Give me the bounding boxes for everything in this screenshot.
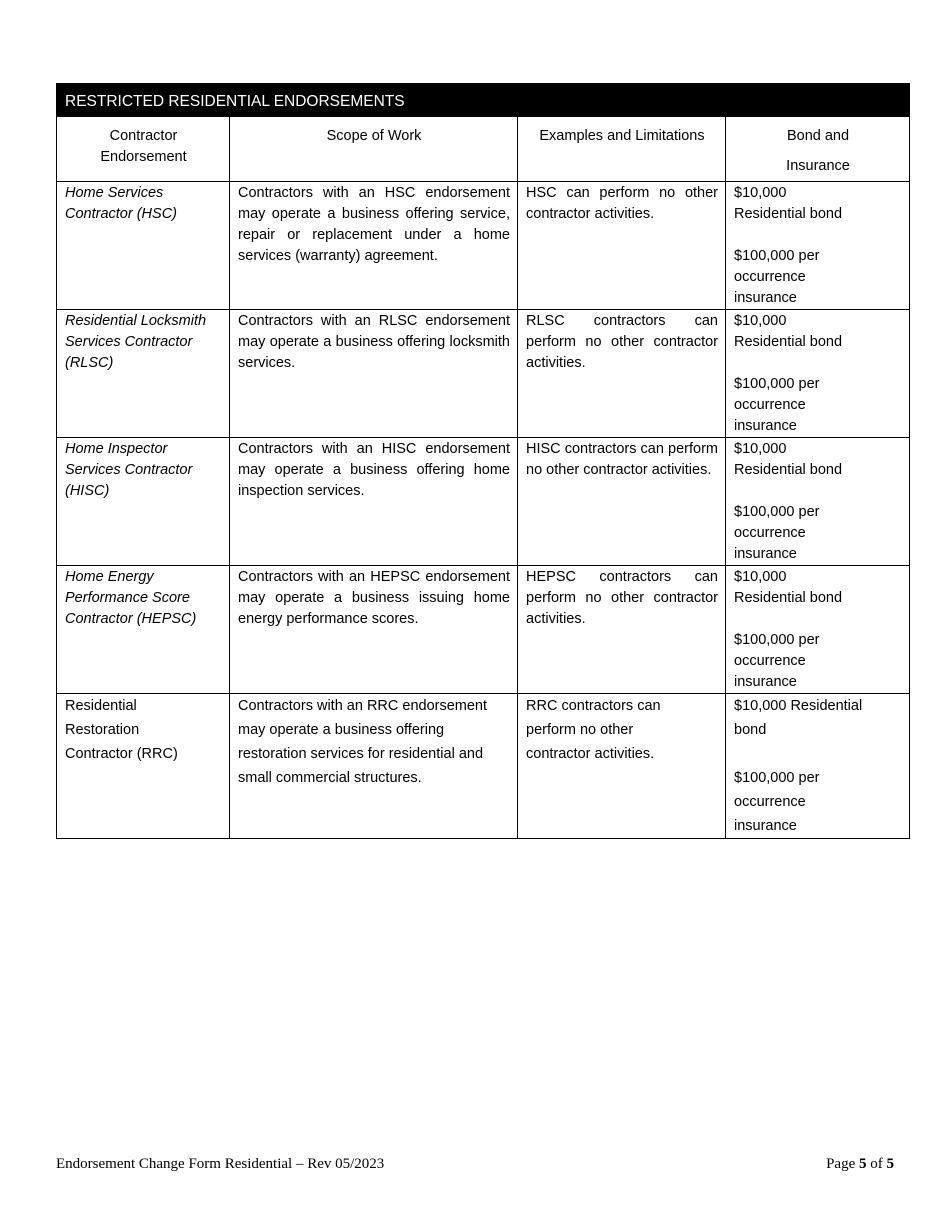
header-bond	[726, 117, 910, 182]
page-of: of	[866, 1156, 887, 1172]
scope-cell: Contractors with an HISC endorsement may operate a business offering home inspection services.	[230, 438, 518, 566]
examples-cell	[518, 694, 726, 839]
scope-cell: Contractors with an HSC endorsement may operate a business offering service, repair or replacement under a home services (warranty) agreement.	[230, 182, 518, 310]
examples-cell: RLSC contractors can perform no other contractor activities.	[518, 310, 726, 438]
footer-form-name: Endorsement Change Form Residential – Rev 05/2023	[56, 1156, 385, 1172]
insurance-amount: $100,000 per occurrence insurance	[734, 376, 820, 434]
examples-cell: HISC contractors can perform no other contractor activities.	[518, 438, 726, 566]
header-examples: Examples and Limitations	[518, 117, 726, 182]
insurance-amount: $100,000 per occurrence insurance	[734, 632, 820, 690]
bond-amount: $10,000 Residential bond	[734, 569, 843, 606]
endorsement-name: Home Services Contractor (HSC)	[57, 182, 230, 310]
table-row	[57, 566, 910, 694]
endorsements-table	[56, 83, 910, 839]
insurance-amount: $100,000 per occurrence insurance	[734, 248, 820, 306]
bond-cell	[726, 694, 910, 839]
bond-amount: $10,000 Residential bond	[734, 313, 843, 350]
header-scope: Scope of Work	[230, 117, 518, 182]
endorsement-name: Home Inspector Services Contractor (HISC)	[57, 438, 230, 566]
bond-cell	[726, 310, 910, 438]
page-current: 5	[859, 1156, 867, 1172]
header-endorsement-line1: Contractor	[109, 128, 178, 144]
table-title: RESTRICTED RESIDENTIAL ENDORSEMENTS	[57, 84, 910, 117]
page-prefix: Page	[826, 1156, 859, 1172]
header-endorsement-line2: Endorsement	[100, 149, 187, 165]
bond-cell	[726, 182, 910, 310]
examples-cell: HEPSC contractors can perform no other contractor activities.	[518, 566, 726, 694]
table-row	[57, 694, 910, 839]
examples-cell: HSC can perform no other contractor activities.	[518, 182, 726, 310]
bond-cell	[726, 566, 910, 694]
insurance-amount: $100,000 per occurrence insurance	[734, 504, 820, 562]
endorsement-name-text: Residential Restoration Contractor (RRC)	[65, 698, 178, 762]
scope-cell: Contractors with an RLSC endorsement may operate a business offering locksmith services.	[230, 310, 518, 438]
table-title-row	[57, 84, 910, 117]
examples-text: RRC contractors can perform no other contractor activities.	[526, 698, 661, 762]
insurance-amount: $100,000 per occurrence insurance	[734, 770, 820, 834]
bond-cell	[726, 438, 910, 566]
bond-amount: $10,000 Residential bond	[734, 441, 843, 478]
bond-amount: $10,000 Residential bond	[734, 185, 843, 222]
table-row	[57, 310, 910, 438]
table-header-row	[57, 117, 910, 182]
page-total: 5	[886, 1156, 894, 1172]
table-row	[57, 438, 910, 566]
scope-cell: Contractors with an HEPSC endorsement may operate a business issuing home energy performance scores.	[230, 566, 518, 694]
endorsement-name	[57, 694, 230, 839]
scope-cell: Contractors with an RRC endorsement may operate a business offering restoration services for residential and small commercial structures.	[230, 694, 518, 839]
table-row	[57, 182, 910, 310]
header-bond-line2: Insurance	[786, 158, 850, 174]
header-bond-line1: Bond and	[786, 128, 850, 144]
endorsement-name: Residential Locksmith Services Contractor (RLSC)	[57, 310, 230, 438]
footer-page-number	[826, 1156, 894, 1173]
endorsement-name: Home Energy Performance Score Contractor (HEPSC)	[57, 566, 230, 694]
header-endorsement	[57, 117, 230, 182]
bond-amount: $10,000 Residential bond	[734, 698, 863, 738]
